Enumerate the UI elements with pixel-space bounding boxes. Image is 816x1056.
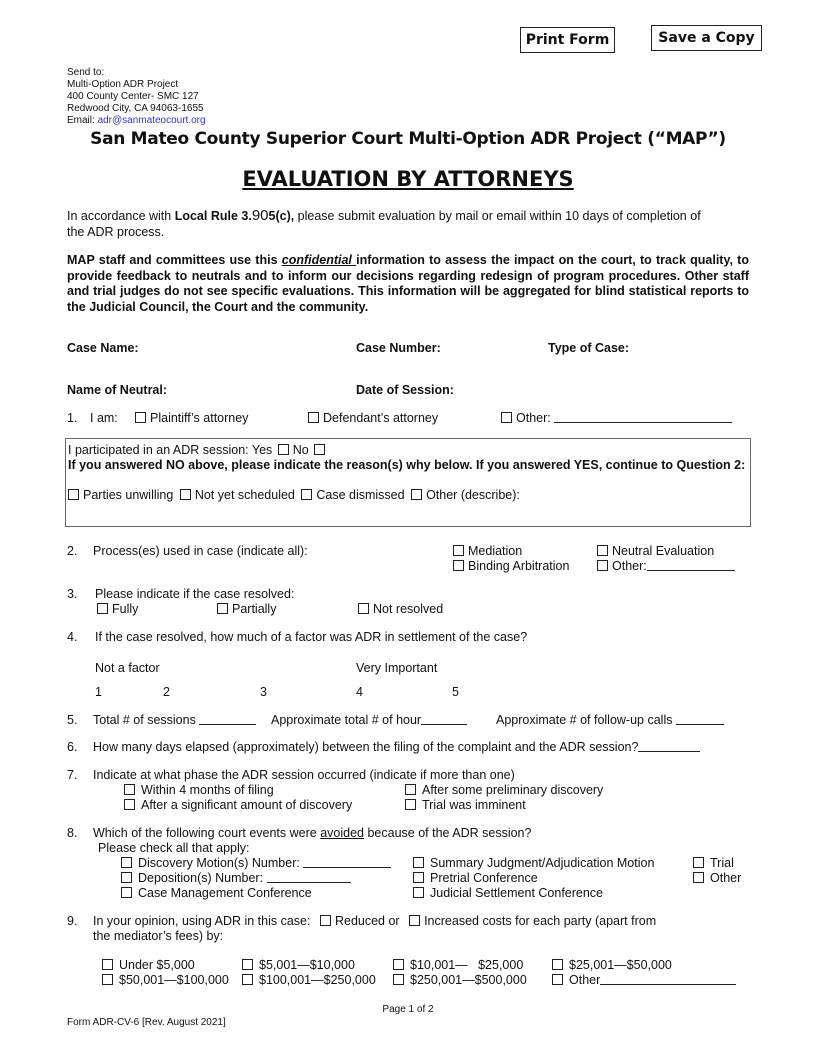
checkbox[interactable] — [552, 974, 563, 985]
q7-text: Indicate at what phase the ADR session occurred (indicate if more than one) — [93, 768, 515, 782]
q7-number: 7. — [67, 768, 78, 782]
q4-scale-2[interactable]: 2 — [163, 685, 170, 699]
no-checkbox[interactable] — [314, 444, 325, 455]
days-field[interactable] — [638, 740, 700, 752]
q6-question — [93, 740, 700, 754]
checkbox[interactable] — [453, 545, 464, 556]
q7-option-preliminary[interactable] — [405, 783, 603, 797]
option-label: Trial was imminent — [422, 798, 526, 812]
q1-text: I am: — [90, 411, 118, 425]
q5-sessions — [93, 713, 256, 727]
q3-number: 3. — [67, 587, 78, 601]
q9-number: 9. — [67, 914, 78, 928]
checkbox[interactable] — [552, 959, 563, 970]
option-label: Deposition(s) Number: — [138, 871, 264, 885]
q9-option-100k-250k[interactable] — [242, 973, 376, 987]
checkbox[interactable] — [68, 489, 79, 500]
checkbox[interactable] — [97, 603, 108, 614]
q8-option-summary[interactable] — [413, 856, 654, 870]
other-field[interactable] — [554, 411, 732, 423]
option-label: $50,001—$100,000 — [119, 973, 229, 987]
q8-option-case-mgmt[interactable] — [121, 886, 312, 900]
checkbox[interactable] — [102, 974, 113, 985]
option-label: After a significant amount of discovery — [141, 798, 353, 812]
print-form-button[interactable]: Print Form — [520, 27, 615, 53]
option-label: Discovery Motion(s) Number: — [138, 856, 300, 870]
q6-number: 6. — [67, 740, 78, 754]
checkbox[interactable] — [693, 857, 704, 868]
hours-field[interactable] — [421, 713, 467, 725]
q4-scale-3[interactable]: 3 — [260, 685, 267, 699]
q5-hours — [271, 713, 467, 727]
followups-label: Approximate # of follow-up calls — [496, 713, 673, 727]
q2-number: 2. — [67, 544, 78, 558]
local-rule-suffix: 5(c), — [268, 209, 295, 223]
q8-number: 8. — [67, 826, 78, 840]
reduced-checkbox[interactable] — [320, 915, 331, 926]
form-id: Form ADR-CV-6 [Rev. August 2021] — [67, 1017, 226, 1028]
avoided-word: avoided — [320, 826, 364, 840]
q2-option-mediation[interactable] — [453, 544, 522, 558]
q9-question — [93, 914, 656, 928]
checkbox[interactable] — [693, 872, 704, 883]
q8-text-b: because of the ADR session? — [364, 826, 532, 840]
checkbox[interactable] — [242, 959, 253, 970]
option-label: Binding Arbitration — [468, 559, 570, 573]
q8-question — [93, 826, 531, 840]
option-label: $25,001—$50,000 — [569, 958, 672, 972]
sessions-label: Total # of sessions — [93, 713, 196, 727]
option-label: Other: — [516, 411, 551, 425]
send-to-label: Send to: — [67, 67, 105, 78]
case-number-label: Case Number: — [356, 341, 441, 355]
option-label: Not yet scheduled — [194, 488, 295, 502]
intro-text-end: the ADR process. — [67, 225, 165, 239]
q3-option-fully[interactable] — [97, 602, 138, 616]
option-label: Judicial Settlement Conference — [430, 886, 604, 900]
q8-option-other[interactable] — [693, 871, 741, 885]
option-label: Trial — [710, 856, 734, 870]
option-label: After some preliminary discovery — [422, 783, 604, 797]
option-label: Within 4 months of filing — [141, 783, 274, 797]
checkbox[interactable] — [411, 489, 422, 500]
q9-option-5k-10k[interactable] — [242, 958, 355, 972]
other-field[interactable] — [647, 559, 735, 571]
checkbox[interactable] — [121, 872, 132, 883]
session-date-label: Date of Session: — [356, 383, 454, 397]
option-label: Case dismissed — [316, 488, 405, 502]
q3-text: Please indicate if the case resolved: — [95, 587, 295, 601]
q3-option-not-resolved[interactable] — [358, 602, 443, 616]
q4-scale-1[interactable]: 1 — [95, 685, 102, 699]
q3-option-partially[interactable] — [217, 602, 276, 616]
q4-scale-5[interactable]: 5 — [452, 685, 459, 699]
instruction-text-2: Question 2: — [676, 458, 746, 472]
q5-number: 5. — [67, 713, 78, 727]
option-label: Fully — [112, 602, 139, 616]
q9-option-50k-100k[interactable] — [102, 973, 229, 987]
discovery-number-field[interactable] — [303, 856, 391, 868]
q8-option-deposition[interactable] — [121, 871, 351, 885]
checkbox[interactable] — [413, 872, 424, 883]
q7-option-imminent[interactable] — [405, 798, 526, 812]
option-label: $10,001— $25,000 — [410, 958, 524, 972]
save-copy-button[interactable]: Save a Copy — [651, 25, 762, 51]
conf-text-b: information to assess the impact on the court, to track quality, to provide feedback to neutrals and to inform our decisions regarding redesign of program procedures. Other staff and trial judges do not see specific evaluations. This information will be aggregated for blind statistical reports to the Judicial Council, the Court and the community. — [67, 253, 749, 314]
checkbox[interactable] — [308, 412, 319, 423]
q8-option-pretrial[interactable] — [413, 871, 538, 885]
option-label: Under $5,000 — [119, 958, 195, 972]
option-label: Not resolved — [373, 602, 444, 616]
confidential-word: confidential — [281, 253, 357, 267]
checkbox[interactable] — [413, 887, 424, 898]
q2-option-neutral-eval[interactable] — [597, 544, 714, 558]
q9-option-other[interactable] — [552, 973, 736, 987]
confidentiality-paragraph — [67, 253, 749, 315]
send-to-line3: Redwood City, CA 94063-1655 — [67, 103, 204, 114]
participation-question — [68, 443, 329, 457]
conf-text-a: MAP staff and committees use this — [67, 253, 282, 267]
q9-option-250k-500k[interactable] — [393, 973, 527, 987]
no-label: No — [292, 443, 309, 457]
q9-option-10k-25k[interactable] — [393, 958, 523, 972]
q8-option-trial[interactable] — [693, 856, 734, 870]
q5-followups — [496, 713, 724, 727]
q9-option-25k-50k[interactable] — [552, 958, 672, 972]
option-label: $100,001—$250,000 — [259, 973, 376, 987]
option-label: $5,001—$10,000 — [259, 958, 355, 972]
intro-text-cont: please submit evaluation by mail or email within 10 days of completion of — [294, 209, 701, 223]
neutral-name-label: Name of Neutral: — [67, 383, 168, 397]
participation-options — [68, 488, 520, 502]
option-label: Other: — [612, 559, 647, 573]
page-number: Page 1 of 2 — [382, 1004, 434, 1015]
q2-option-other[interactable] — [597, 559, 735, 573]
instruction-text: If you answered NO above, please indicate the reason(s) why below. If you answered YES, continue to — [68, 458, 674, 472]
q4-scale-4[interactable]: 4 — [356, 685, 363, 699]
q8-option-discovery[interactable] — [121, 856, 391, 870]
option-label: Partially — [232, 602, 277, 616]
option-label: Plaintiff’s attorney — [150, 411, 249, 425]
checkbox[interactable] — [301, 489, 312, 500]
checkbox[interactable] — [124, 799, 135, 810]
type-of-case-label: Type of Case: — [548, 341, 630, 355]
checkbox[interactable] — [501, 412, 512, 423]
q4-number: 4. — [67, 630, 78, 644]
option-label: Other (describe): — [426, 488, 520, 502]
checkbox[interactable] — [405, 784, 416, 795]
q8-text-a: Which of the following court events were — [93, 826, 321, 840]
checkbox[interactable] — [242, 974, 253, 985]
q1-option-defendant[interactable] — [308, 411, 438, 425]
reduced-label: Reduced or — [334, 914, 400, 928]
q9-option-under-5k[interactable] — [102, 958, 195, 972]
checkbox[interactable] — [597, 560, 608, 571]
q8-option-judicial[interactable] — [413, 886, 603, 900]
email-label: Email: — [67, 115, 98, 126]
q1-number: 1. — [67, 411, 78, 425]
checkbox[interactable] — [217, 603, 228, 614]
checkbox[interactable] — [124, 784, 135, 795]
yes-checkbox[interactable] — [278, 444, 289, 455]
sessions-field[interactable] — [199, 713, 256, 725]
email-link[interactable]: adr@sanmateocourt.org — [97, 115, 206, 126]
local-rule-number: 90 — [251, 207, 269, 224]
checkbox[interactable] — [597, 545, 608, 556]
q4-low-label: Not a factor — [95, 661, 160, 675]
option-label: Parties unwilling — [83, 488, 174, 502]
checkbox[interactable] — [393, 959, 404, 970]
send-to-line2: 400 County Center- SMC 127 — [67, 91, 199, 102]
q4-high-label: Very Important — [356, 661, 438, 675]
q2-option-arbitration[interactable] — [453, 559, 569, 573]
option-label: Case Management Conference — [138, 886, 312, 900]
increased-label: Increased costs for each party (apart from — [424, 914, 657, 928]
checkbox[interactable] — [121, 857, 132, 868]
option-label: Pretrial Conference — [430, 871, 538, 885]
followups-field[interactable] — [676, 713, 724, 725]
option-label: $250,001—$500,000 — [410, 973, 527, 987]
option-label: Summary Judgment/Adjudication Motion — [430, 856, 655, 870]
q9-text-b: the mediator’s fees) by: — [93, 929, 224, 943]
participation-instruction — [68, 458, 749, 473]
q8-sub: Please check all that apply: — [98, 841, 250, 855]
send-to-block — [67, 67, 206, 127]
checkbox[interactable] — [393, 974, 404, 985]
page-title: EVALUATION BY ATTORNEYS — [242, 167, 574, 191]
intro-paragraph — [67, 208, 701, 240]
q7-option-4-months[interactable] — [124, 783, 274, 797]
send-to-line1: Multi-Option ADR Project — [67, 79, 179, 90]
local-rule: Local Rule 3. — [174, 209, 252, 223]
court-title: San Mateo County Superior Court Multi-Option ADR Project (“MAP”) — [90, 129, 726, 149]
checkbox[interactable] — [358, 603, 369, 614]
q2-text: Process(es) used in case (indicate all): — [93, 544, 308, 558]
hours-label: Approximate total # of hour — [271, 713, 422, 727]
q6-text: How many days elapsed (approximately) between the filing of the complaint and the ADR session? — [93, 740, 639, 754]
checkbox[interactable] — [121, 887, 132, 898]
q1-option-other[interactable] — [501, 411, 732, 425]
increased-checkbox[interactable] — [409, 915, 420, 926]
checkbox[interactable] — [135, 412, 146, 423]
checkbox[interactable] — [180, 489, 191, 500]
q9-text-a: In your opinion, using ADR in this case: — [93, 914, 311, 928]
option-label: Neutral Evaluation — [612, 544, 715, 558]
option-label: Defendant’s attorney — [323, 411, 439, 425]
checkbox[interactable] — [453, 560, 464, 571]
option-label: Other — [710, 871, 742, 885]
option-label: Mediation — [468, 544, 523, 558]
intro-text: In accordance with — [67, 209, 175, 223]
checkbox[interactable] — [405, 799, 416, 810]
checkbox[interactable] — [102, 959, 113, 970]
case-name-label: Case Name: — [67, 341, 139, 355]
deposition-number-field[interactable] — [267, 871, 351, 883]
q4-text: If the case resolved, how much of a factor was ADR in settlement of the case? — [95, 630, 528, 644]
q1-option-plaintiff[interactable] — [135, 411, 248, 425]
option-label: Other — [569, 973, 601, 987]
participation-text: I participated in an ADR session: Yes — [68, 443, 273, 457]
q7-option-significant[interactable] — [124, 798, 352, 812]
other-amount-field[interactable] — [600, 973, 736, 985]
checkbox[interactable] — [413, 857, 424, 868]
